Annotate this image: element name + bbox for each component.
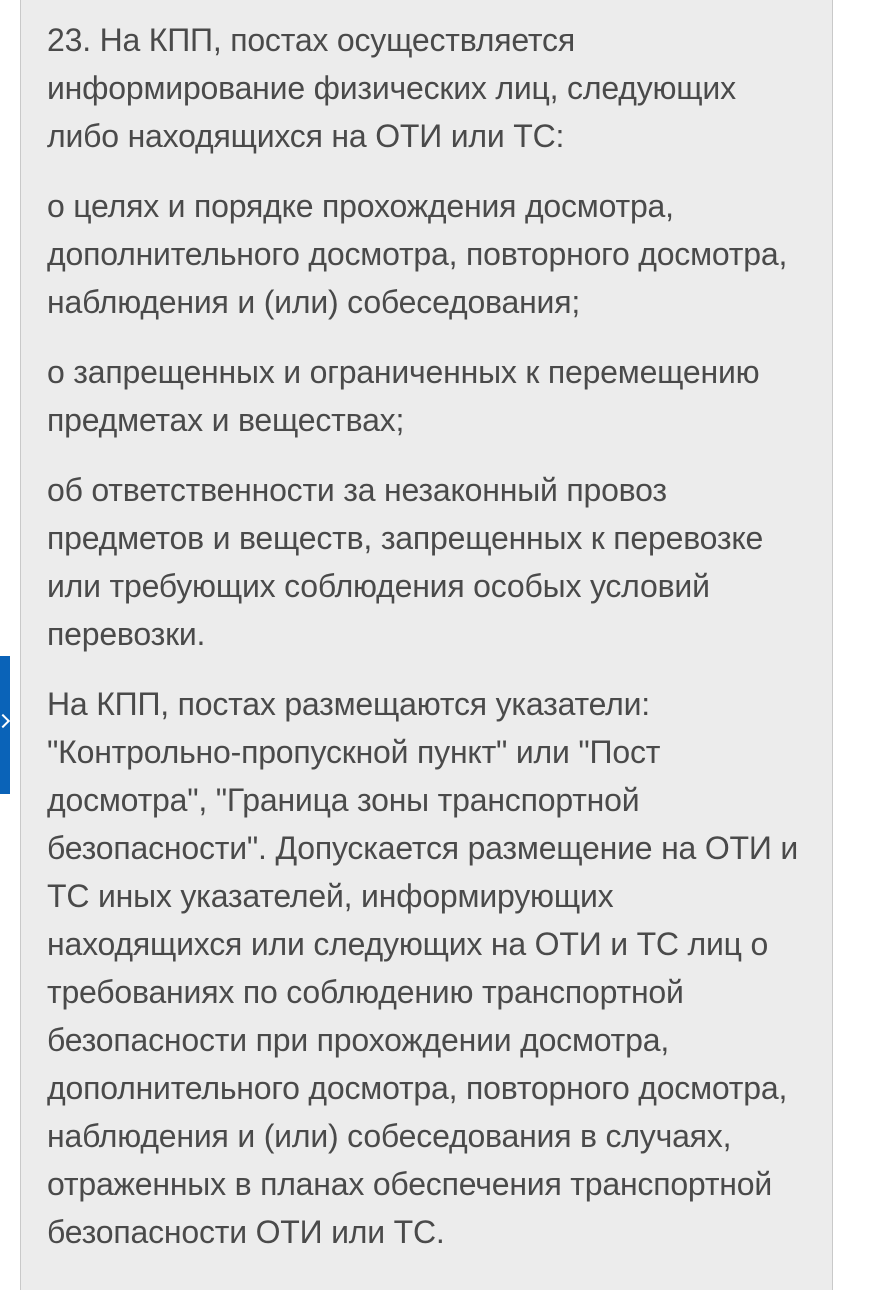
chevron-right-icon xyxy=(0,714,10,728)
paragraph-prohibited-items: о запрещенных и ограниченных к перемещению предметах и веществах; xyxy=(47,354,760,438)
paragraph-signage: На КПП, постах размещаются указатели: "Контрольно-пропускной пункт" или "Пост досмотра", "Граница зоны транспортной безопасности". Допускается размещение на ОТИ и ТС иных указателей, информирующих находящихся или следующих на ОТИ и ТС лиц о требованиях по соблюдению транспортной безопасности при прохождении досмотра, дополнительного досмотра, повторного досмотра, наблюдения и (или) собеседования в случаях, отраженных в планах обеспечения транспортной безопасности ОТИ или ТС. xyxy=(47,686,799,1250)
paragraph-item-23-intro: 23. На КПП, постах осуществляется информирование физических лиц, следующих либо находящихся на ОТИ или ТС: xyxy=(47,22,736,154)
paragraph-liability: об ответственности за незаконный провоз предметов и веществ, запрещенных к перевозке или требующих соблюдения особых условий перевозки. xyxy=(47,472,764,652)
paragraph-purpose-of-inspection: о целях и порядке прохождения досмотра, дополнительного досмотра, повторного досмотра, наблюдения и (или) собеседования; xyxy=(47,188,788,320)
side-expand-tab[interactable] xyxy=(0,656,10,794)
document-text-panel xyxy=(20,0,833,1290)
